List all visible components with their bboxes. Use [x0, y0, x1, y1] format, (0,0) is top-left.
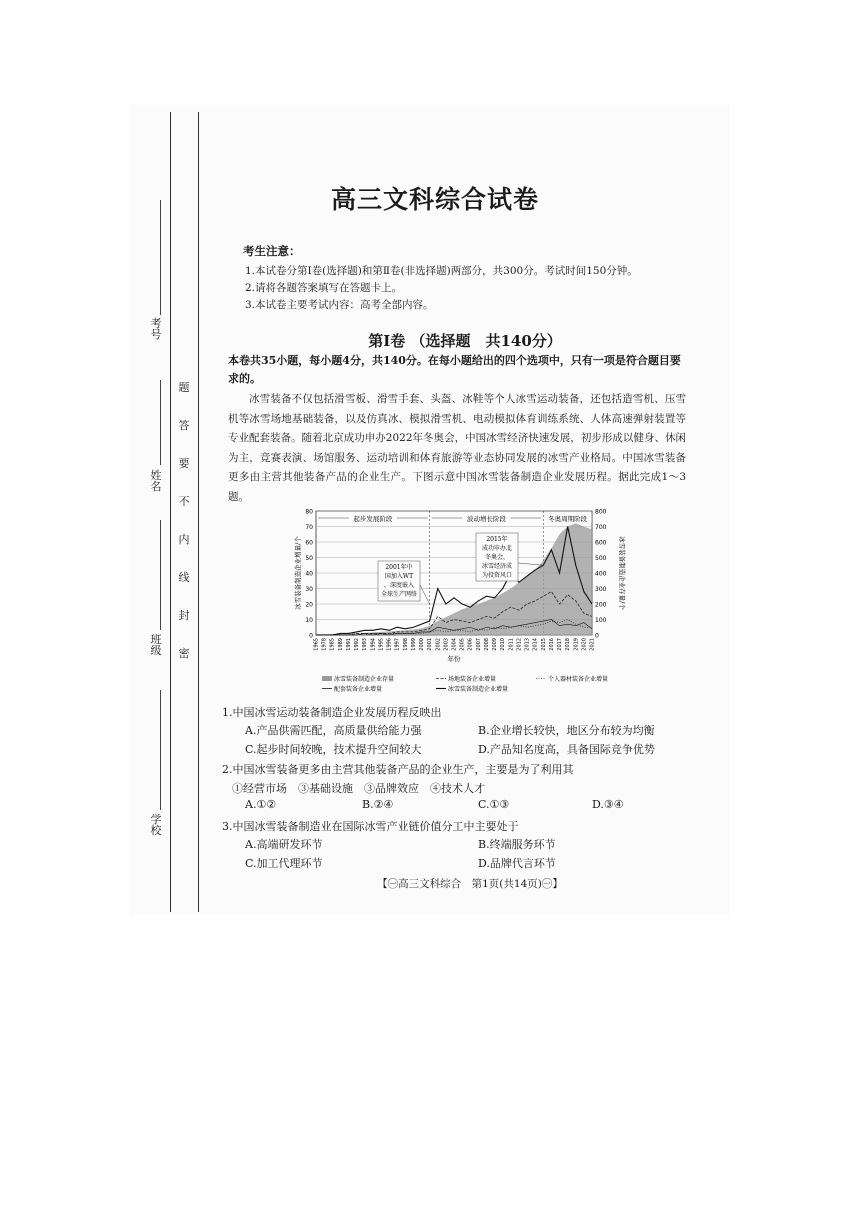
x-tick-label: 2014	[532, 638, 539, 651]
y2-tick-label: 800	[595, 508, 607, 516]
question-2-option-a: A.①②	[245, 798, 277, 811]
x-tick-label: 1965	[313, 638, 320, 651]
y-tick-label: 60	[305, 539, 313, 547]
seal-char: 封	[178, 609, 190, 622]
annotation-pointer	[420, 585, 430, 604]
y2-tick-label: 0	[595, 632, 599, 640]
y2-tick-label: 600	[595, 539, 607, 547]
legend-label: 冰雪装备制造企业存量	[334, 676, 395, 683]
x-tick-label: 2002	[435, 638, 442, 651]
x-tick-label: 2013	[524, 638, 531, 651]
section-title: 第Ⅰ卷 （选择题 共140分）	[368, 332, 562, 350]
x-tick-label: 2020	[581, 638, 588, 651]
annotation-text: 2015年	[486, 536, 508, 543]
question-3-stem: 3.中国冰雪装备制造业在国际冰雪产业链价值分工中主要处于	[222, 820, 519, 833]
seal-char: 题	[178, 381, 190, 394]
y2-tick-label: 200	[595, 601, 607, 609]
seal-char: 密	[178, 647, 190, 660]
x-tick-label: 2001	[427, 638, 434, 651]
annotation-text: 成功申办北	[481, 545, 513, 552]
question-2-stem: 2.中国冰雪装备更多由主营其他装备产品的企业生产，主要是为了利用其	[222, 763, 574, 776]
question-3-option-d: D.品牌代言环节	[478, 857, 556, 870]
x-tick-label: 1996	[386, 638, 393, 651]
question-1-option-d: D.产品知名度高，具备国际竞争优势	[478, 743, 655, 756]
y-tick-label: 10	[305, 617, 313, 624]
annotation-text: 国加入WT	[384, 573, 414, 580]
legend-label: 场地装备企业增量	[448, 676, 497, 683]
y2-tick-label: 500	[595, 555, 607, 562]
seal-char: 要	[178, 457, 190, 470]
question-2-option-b: B.②④	[362, 798, 394, 811]
x-tick-label: 2016	[548, 638, 555, 651]
page-title: 高三文科综合试卷	[330, 185, 539, 214]
x-tick-label: 1989	[337, 638, 344, 651]
y2-axis-label: 冰雪装备制造企业存量/个	[618, 536, 626, 610]
y-axis-label: 冰雪装备制造企业增量/个	[294, 536, 302, 610]
stage-label: 冬奥周期阶段	[548, 515, 588, 523]
x-tick-label: 2000	[419, 638, 426, 651]
question-3-option-b: B.终端服务环节	[478, 838, 556, 851]
page-footer: 【㊀高三文科综合 第1页(共14页)㊀】	[377, 878, 563, 890]
x-tick-label: 2008	[483, 638, 490, 651]
annotation-text: 2001年中	[385, 564, 413, 571]
y-tick-label: 40	[305, 570, 313, 578]
binding-line-right	[198, 112, 199, 912]
x-tick-label: 2019	[573, 638, 580, 651]
x-tick-label: 2017	[557, 638, 564, 651]
y2-tick-label: 400	[595, 570, 607, 578]
x-tick-label: 2004	[451, 638, 458, 651]
x-tick-label: 2021	[589, 638, 596, 651]
x-tick-label: 2010	[500, 638, 507, 651]
y2-tick-label: 300	[595, 586, 607, 593]
y-tick-label: 50	[305, 555, 313, 562]
school-label: 学校	[150, 813, 162, 837]
question-1-option-b: B.企业增长较快，地区分布较为均衡	[478, 724, 655, 737]
y2-tick-label: 700	[595, 524, 607, 531]
seal-char: 线	[178, 571, 190, 584]
x-tick-label: 1995	[378, 638, 385, 651]
y-tick-label: 30	[305, 586, 313, 593]
annotation-pointer	[518, 563, 543, 565]
question-1-option-c: C.起步时间较晚，技术提升空间较大	[245, 743, 422, 756]
legend-label: 配套装备企业增量	[334, 686, 383, 693]
question-2-subitems: ①经营市场 ③基础设施 ③品牌效应 ④技术人才	[232, 782, 485, 795]
x-tick-label: 1991	[345, 638, 352, 651]
x-tick-label: 1994	[370, 638, 377, 651]
annotation-text: 全球生产网络	[380, 591, 418, 598]
x-tick-label: 1985	[329, 638, 336, 651]
x-tick-label: 2003	[443, 638, 450, 651]
x-tick-label: 1999	[410, 638, 417, 651]
x-tick-label: 2007	[475, 638, 482, 651]
section-intro: 本卷共35小题，每小题4分，共140分。在每小题给出的四个选项中，只有一项是符合题目要求的。	[228, 354, 681, 385]
passage: 冰雪装备不仅包括滑雪板、滑雪手套、头盔、冰鞋等个人冰雪运动装备，还包括造雪机、压雪机等冰雪场地基础装备，以及仿真冰、模拟滑雪机、电动模拟体育训练系统、人体高速弹射装置等专业配套装备。随着北京成功申办2022年冬奥会，中国冰雪经济快速发展，初步形成以健身、休闲为主，竞赛表演、场馆服务、运动培训和体育旅游等业态协同发展的冰雪产业格局。中国冰雪装备更多由主营其他装备产品的企业生产。下图示意中国冰雪装备制造企业发展历程。据此完成1～3题。	[228, 393, 686, 503]
notice-item: 3.本试卷主要考试内容：高考全部内容。	[245, 299, 434, 311]
question-3-option-c: C.加工代理环节	[245, 857, 323, 870]
notice-item: 2.请将各题答案填写在答题卡上。	[245, 282, 403, 294]
x-tick-label: 2009	[492, 638, 499, 651]
notice-heading: 考生注意：	[243, 244, 301, 258]
annotation-text: 冰雪经济成	[481, 563, 513, 570]
y-tick-label: 20	[305, 601, 313, 609]
legend-label: 个人器材装备企业增量	[548, 676, 609, 683]
x-tick-label: 2005	[459, 638, 466, 651]
x-tick-label: 1993	[362, 638, 369, 651]
name-label: 姓名	[150, 469, 162, 493]
y-tick-label: 70	[305, 524, 313, 531]
y-tick-label: 80	[305, 508, 313, 516]
seal-char: 答	[178, 419, 190, 432]
x-tick-label: 2018	[565, 638, 572, 651]
question-3-option-a: A.高端研发环节	[245, 838, 323, 851]
legend-label: 冰雪装备制造企业增量	[448, 686, 509, 693]
exam-number-blank	[160, 200, 161, 315]
class-blank	[160, 520, 161, 630]
question-1-option-a: A.产品供需匹配，高质量供给能力强	[245, 724, 422, 737]
stage-label: 起步发展阶段	[353, 515, 393, 523]
exam-number-label: 考号	[150, 317, 162, 341]
binding-line-left	[170, 112, 171, 912]
annotation-text: ，深度嵌入	[383, 582, 415, 589]
question-1-stem: 1.中国冰雪运动装备制造企业发展历程反映出	[222, 706, 442, 719]
x-tick-label: 1992	[354, 638, 361, 651]
x-tick-label: 2006	[467, 638, 474, 651]
y2-tick-label: 100	[595, 617, 607, 624]
seal-char: 不	[178, 495, 190, 508]
x-tick-label: 2011	[508, 638, 515, 651]
notice-item: 1.本试卷分第Ⅰ卷(选择题)和第Ⅱ卷(非选择题)两部分，共300分。考试时间150分钟。	[245, 265, 638, 277]
x-tick-label: 1997	[394, 638, 401, 651]
question-2-option-d: D.③④	[592, 798, 624, 811]
x-tick-label: 2015	[540, 638, 547, 651]
x-tick-label: 1998	[402, 638, 409, 651]
legend-swatch	[322, 676, 332, 681]
y-tick-label: 0	[309, 632, 313, 640]
name-blank	[160, 380, 161, 465]
class-label: 班级	[150, 633, 162, 657]
annotation-text: 冬奥会，	[484, 554, 510, 561]
school-blank	[160, 690, 161, 810]
x-tick-label: 2012	[516, 638, 523, 651]
stage-label: 波动增长阶段	[466, 515, 506, 523]
enterprise-development-chart	[286, 505, 632, 697]
question-2-option-c: C.①③	[478, 798, 510, 811]
x-tick-label: 1978	[321, 638, 328, 651]
annotation-text: 为投资风口	[481, 572, 513, 579]
seal-char: 内	[178, 533, 190, 546]
x-axis-label: 年份	[447, 655, 461, 663]
series-area-stock	[316, 523, 592, 635]
